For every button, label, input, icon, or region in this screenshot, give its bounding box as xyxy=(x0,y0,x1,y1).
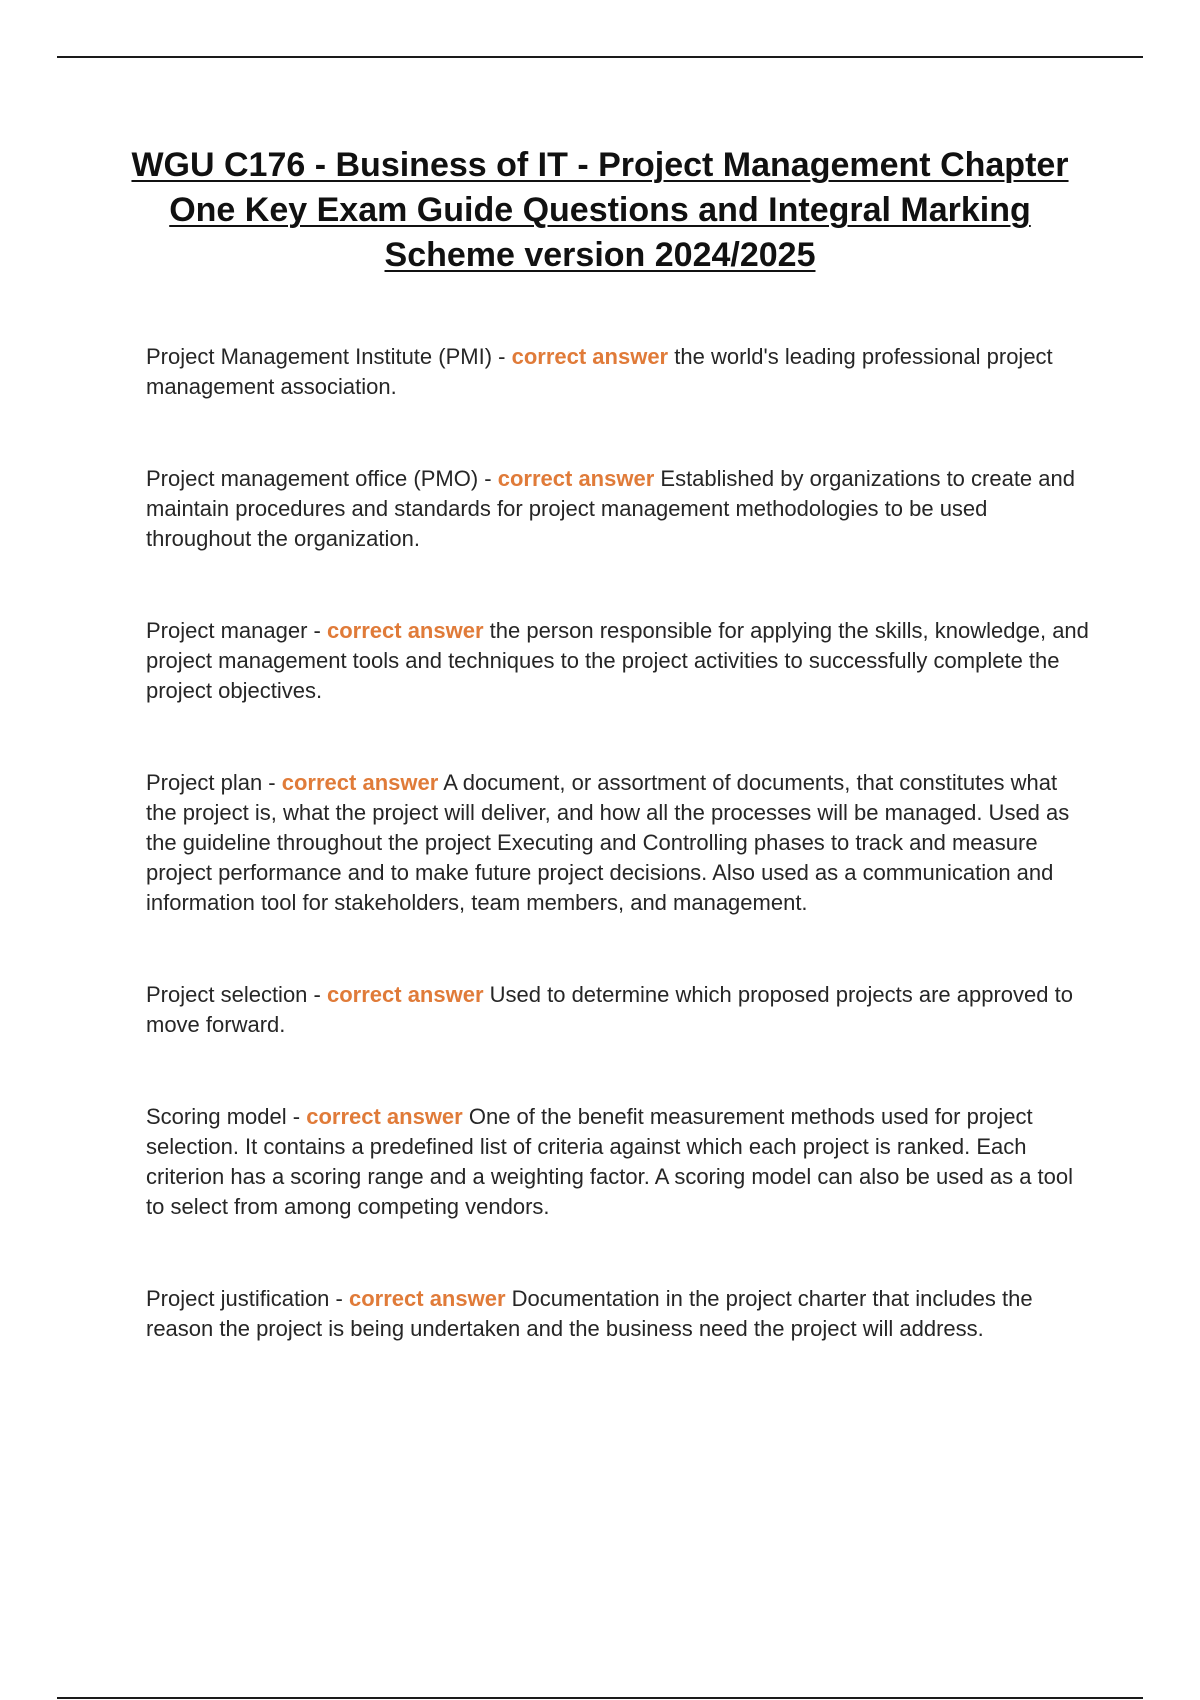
qa-definition: Used to determine which proposed projects are approved to move forward. xyxy=(146,982,1073,1037)
bottom-divider xyxy=(57,1697,1143,1699)
qa-item xyxy=(146,464,1090,554)
qa-term: Project Management Institute (PMI) xyxy=(146,344,493,369)
qa-separator: - xyxy=(307,618,327,643)
qa-term: Project justification xyxy=(146,1286,330,1311)
correct-answer-tag: correct answer xyxy=(348,1286,506,1311)
qa-item xyxy=(146,342,1090,402)
document-title: WGU C176 - Business of IT - Project Management Chapter One Key Exam Guide Questions and Integral Marking Scheme version 2024/2025 xyxy=(131,146,1069,274)
qa-item xyxy=(146,1284,1090,1344)
qa-term: Project manager xyxy=(146,618,308,643)
qa-list xyxy=(146,342,1090,1406)
correct-answer-tag: correct answer xyxy=(326,982,484,1007)
qa-term: Scoring model xyxy=(146,1104,287,1129)
qa-separator: - xyxy=(286,1104,307,1129)
qa-separator: - xyxy=(492,344,512,369)
qa-item xyxy=(146,768,1090,918)
qa-definition: One of the benefit measurement methods used for project selection. It contains a predefined list of criteria against which each project is ranked. Each criterion has a scoring range and a weighting factor. A scoring model can also be used as a tool to select from among competing vendors. xyxy=(146,1104,1074,1219)
qa-term: Project plan xyxy=(146,770,263,795)
correct-answer-tag: correct answer xyxy=(306,1104,463,1129)
qa-item xyxy=(146,616,1090,706)
qa-definition: the world's leading professional project management association. xyxy=(146,344,1053,399)
qa-separator: - xyxy=(307,982,327,1007)
qa-definition: A document, or assortment of documents, that constitutes what the project is, what the project will deliver, and how all the processes will be managed. Used as the guideline throughout the project Executing and Controlling phases to track and measure project performance and to make future project decisions. Also used as a communication and information tool for stakeholders, team members, and management. xyxy=(146,770,1070,915)
correct-answer-tag: correct answer xyxy=(497,466,655,491)
qa-term: Project selection xyxy=(146,982,308,1007)
qa-definition: the person responsible for applying the skills, knowledge, and project management tools and techniques to the project activities to successfully complete the project objectives. xyxy=(146,618,1089,703)
qa-item xyxy=(146,980,1090,1040)
qa-definition: Established by organizations to create and maintain procedures and standards for project management methodologies to be used throughout the organization. xyxy=(146,466,1075,551)
qa-item xyxy=(146,1102,1090,1222)
correct-answer-tag: correct answer xyxy=(281,770,439,795)
correct-answer-tag: correct answer xyxy=(511,344,669,369)
correct-answer-tag: correct answer xyxy=(326,618,484,643)
qa-separator: - xyxy=(478,466,498,491)
top-divider xyxy=(57,56,1143,58)
qa-separator: - xyxy=(329,1286,349,1311)
qa-separator: - xyxy=(262,770,282,795)
qa-definition: Documentation in the project charter that includes the reason the project is being undertaken and the business need the project will address. xyxy=(146,1286,1033,1341)
qa-term: Project management office (PMO) xyxy=(146,466,479,491)
